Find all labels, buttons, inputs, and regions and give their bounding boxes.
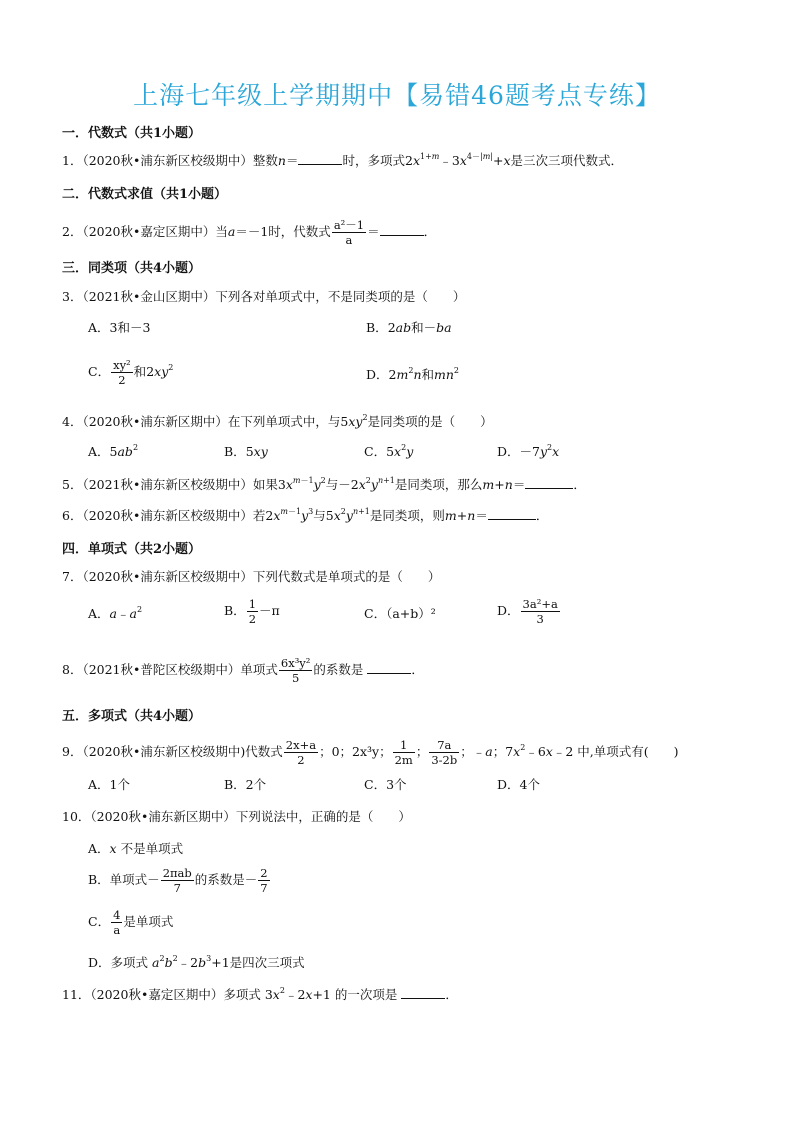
option-b: B．单项式－ $\frac{\text{2πab}}{7}$ 的系数是－ $\frac{2}{7}$	[88, 866, 268, 895]
option-c: C． $\frac{4}{a}$ 是单项式	[88, 908, 174, 937]
option-d: D． $\frac{\text{3a²+a}}{3}$	[497, 597, 558, 626]
question-3: 3．（2021秋•金山区期中）下列各对单项式中，不是同类项的是（ ）	[62, 289, 466, 304]
section-heading: 三．同类项（共4小题）	[62, 261, 202, 276]
option-b: B．2ab和－ba	[366, 320, 452, 335]
option-a: A．1个	[88, 777, 130, 792]
option-c: C．3个	[364, 777, 407, 792]
section-heading: 四．单项式（共2小题）	[62, 542, 202, 557]
option-b: B．5xy	[224, 444, 268, 459]
section-heading: 二．代数式求值（共1小题）	[62, 187, 228, 202]
section-heading: 五．多项式（共4小题）	[62, 709, 202, 724]
option-d: D．$2m^2n$和$mn^2$	[366, 366, 460, 382]
question-8: 8．（2021秋•普陀区校级期中）单项式 $\frac{\text{6x³y²}}{5}$ 的系数是 ．	[62, 656, 424, 685]
question-11: 11．（2020秋•嘉定区期中）多项式 $3x^2﹣2x+1$ 的一次项是 ．	[62, 986, 458, 1002]
option-a: A．x 不是单项式	[88, 841, 184, 856]
section-heading: 一．代数式（共1小题）	[62, 126, 202, 141]
question-6: 6．（2020秋•浦东新区校级期中）若$2x^{m-1}y^3$与$5x^2y^{n+1}$是同类项，则m+n＝ ．	[62, 507, 549, 523]
question-7: 7．（2020秋•浦东新区校级期中）下列代数式是单项式的是（ ）	[62, 569, 441, 584]
option-b: B．2个	[224, 777, 267, 792]
option-d: D．$-7y^2x$	[497, 443, 560, 459]
question-5: 5．（2021秋•浦东新区校级期中）如果$3x^{m-1}y^2$与$-2x^2y^{n+1}$是同类项，那么m+n＝ ．	[62, 476, 586, 492]
option-a: A．$5ab^2$	[88, 443, 139, 459]
option-c: C．（a+b）²	[364, 606, 436, 621]
question-4: 4．（2020秋•浦东新区期中）在下列单项式中，与$5xy^2$是同类项的是（ ）	[62, 413, 493, 429]
option-c: C． $\frac{\text{xy²}}{2}$ 和$2xy^2$	[88, 358, 174, 387]
option-a: A．3和－3	[88, 320, 151, 335]
page-title: 上海七年级上学期期中【易错46题考点专练】	[133, 81, 661, 110]
question-10: 10．（2020秋•浦东新区期中）下列说法中，正确的是（ ）	[62, 809, 411, 824]
question-9: 9．（2020秋•浦东新区校级期中)代数式 $\frac{2x+a}{2}$ ；0；2x³y； $\frac{1}{2m}$ ； $\frac{7a}{3-2b}$ ；﹣a；$7x^2﹣6x﹣2$ 中,单项式有( )	[62, 738, 679, 767]
option-a: A．$a﹣a^2$	[88, 605, 143, 621]
question-1: 1．（2020秋•浦东新区校级期中）整数n＝ 时，多项式$2x^{1+m}﹣3x^{4-|m|}+x$是三次三项代数式．	[62, 152, 624, 168]
option-d: D．4个	[497, 777, 540, 792]
question-2: 2．（2020秋•嘉定区期中）当a＝－1时，代数式 $\frac{\text{a²－1}}{a}$ ＝ ．	[62, 218, 437, 247]
option-c: C．$5x^2y$	[364, 443, 414, 459]
option-b: B． $\frac{1}{2}$ －π	[224, 597, 280, 626]
option-d: D．多项式 $a^2b^2﹣2b^3+1$是四次三项式	[88, 954, 305, 970]
